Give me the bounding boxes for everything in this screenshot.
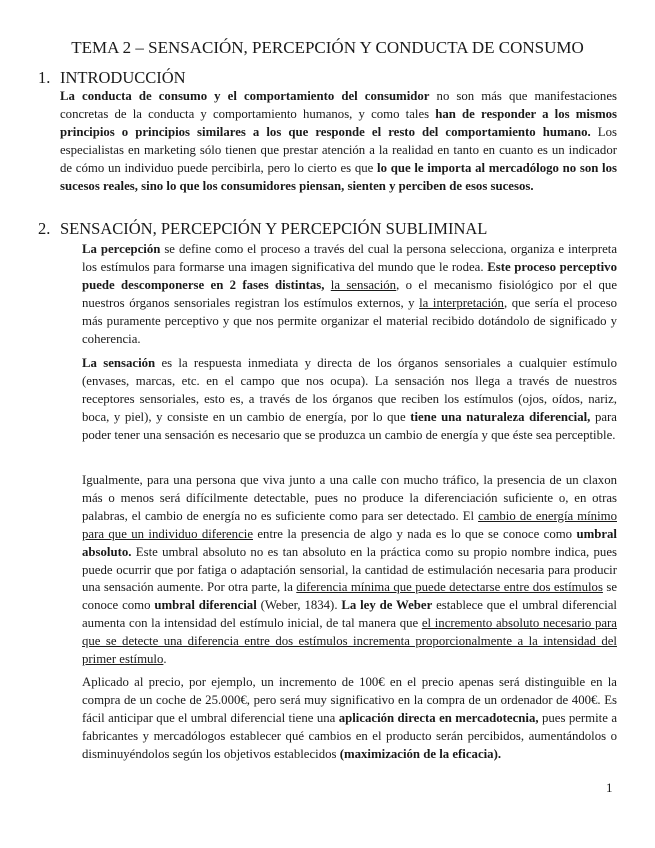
text-run: se define como el proceso a través del cual la persona selecciona, organiza e interpreta los estímulos para formarse una imagen significativa del mundo que le rodea. [82, 242, 618, 274]
intro-paragraph [60, 88, 617, 195]
text-run: . [163, 652, 167, 667]
bold-text: lo que le importa al mercadólogo no son los sucesos reales, sino lo que los consumidores piensan, sienten y perciben de esos sucesos. [60, 160, 617, 193]
text-run: no son más que manifestaciones concretas de la conducta y comportamiento humanos, y como tales [60, 89, 617, 121]
underlined-text: la sensación [330, 277, 397, 292]
section-2-number: 2. [38, 219, 51, 238]
underlined-text: cambio de energía mínimo para que un individuo diferencie [82, 508, 617, 541]
bold-text: tiene una naturaleza diferencial, [410, 409, 591, 424]
bold-text: La ley de Weber [341, 598, 433, 613]
text-run: para poder tener una sensación es necesario que se produzca un cambio de energía y que éste sea perceptible. [82, 409, 617, 442]
section-1-number: 1. [38, 68, 51, 87]
text-run: , que sería el proceso más puramente perceptivo y que nos permite organizar el material recibido dotándolo de significado y coherencia. [82, 295, 617, 346]
text-run: Los especialistas en marketing sólo tienen que prestar atención a la realidad en tanto en cuanto es un indicador de cómo un individuo puede percibirla, pero lo cierto es que [60, 124, 617, 175]
underlined-text: la interpretación [419, 295, 504, 310]
bold-text: umbral absoluto. [82, 526, 617, 559]
bold-text: La conducta de consumo y el comportamiento del consumidor [60, 89, 430, 103]
bold-text: han de responder a los mismos principios o principios similares a los que responde el resto del comportamiento humano. [60, 106, 617, 139]
bold-text: La sensación [82, 356, 156, 370]
underlined-text: diferencia mínima que puede detectarse entre dos estímulos [296, 580, 603, 595]
underlined-text: el incremento absoluto necesario para que se detecte una diferencia entre dos estímulos incrementa proporcionalmente a la intensidad del primer estímulo [82, 616, 617, 667]
text-run: Este umbral absoluto no es tan absoluto en la práctica como su propio nombre indica, pues puede ocurrir que por fatiga o adaptación sensorial, la cantidad de estimulación necesaria para producir una sensación aumente. Por otra parte, la [82, 544, 617, 595]
sensation-paragraph [82, 355, 617, 445]
bold-text: (maximización de la eficacia). [339, 746, 502, 761]
thresholds-paragraph [82, 472, 617, 669]
section-2-title: SENSACIÓN, PERCEPCIÓN Y PERCEPCIÓN SUBLIMINAL [60, 219, 488, 238]
text-run: entre la presencia de algo y nada es lo que se conoce como [253, 526, 577, 541]
text-run: es la respuesta inmediata y directa de los órganos sensoriales a cualquier estímulo (envases, marcas, etc. en el campo que nos ocupa). La sensación nos llega a través de nuestros receptores sensoriales, esto es, a través de los órganos que reciben los estímulos (ojos, oídos, nariz, boca, y piel), y consiste en un cambio de energía, por lo que [82, 356, 617, 424]
bold-text: Este proceso perceptivo puede descomponerse en 2 fases distintas, [82, 259, 617, 292]
text-run: (Weber, 1834). [256, 598, 342, 613]
section-2-heading [38, 219, 487, 239]
bold-text: La percepción [82, 242, 161, 256]
price-example-paragraph [82, 674, 617, 764]
section-1-heading [38, 68, 186, 88]
text-run: Igualmente, para una persona que viva junto a una calle con mucho tráfico, la presencia de un claxon más o menos será difícilmente detectable, pues no produce la diferenciación suficiente o, en otras palabras, el cambio de energía no es suficiente como para ser detectado. El [82, 473, 617, 523]
bold-text: umbral diferencial [154, 598, 257, 613]
section-1-title: INTRODUCCIÓN [60, 68, 186, 87]
page-title: TEMA 2 – SENSACIÓN, PERCEPCIÓN Y CONDUCTA DE CONSUMO [71, 38, 584, 57]
text-run: Aplicado al precio, por ejemplo, un incremento de 100€ en el precio apenas será distinguible en la compra de un coche de 25.000€, pero será muy significativo en la compra de un ordenador de 400€. Es fácil anticipar que el umbral diferencial tiene una [82, 675, 617, 725]
text-run: pues permite a fabricantes y mercadólogos establecer qué cambios en el producto serán percibidos, aumentándolos o disminuyéndolos según los objetivos establecidos [82, 710, 617, 761]
text-run: , o el mecanismo fisiológico por el que nuestros órganos sensoriales registran los estímulos externos, y [82, 277, 618, 310]
page-number: 1 [606, 780, 613, 795]
perception-paragraph [82, 241, 617, 348]
text-run: se conoce como [82, 580, 617, 613]
text-run: establece que el umbral diferencial aumenta con la intensidad del estímulo inicial, de tal manera que [82, 598, 617, 631]
bold-text: aplicación directa en mercadotecnia, [338, 710, 539, 725]
